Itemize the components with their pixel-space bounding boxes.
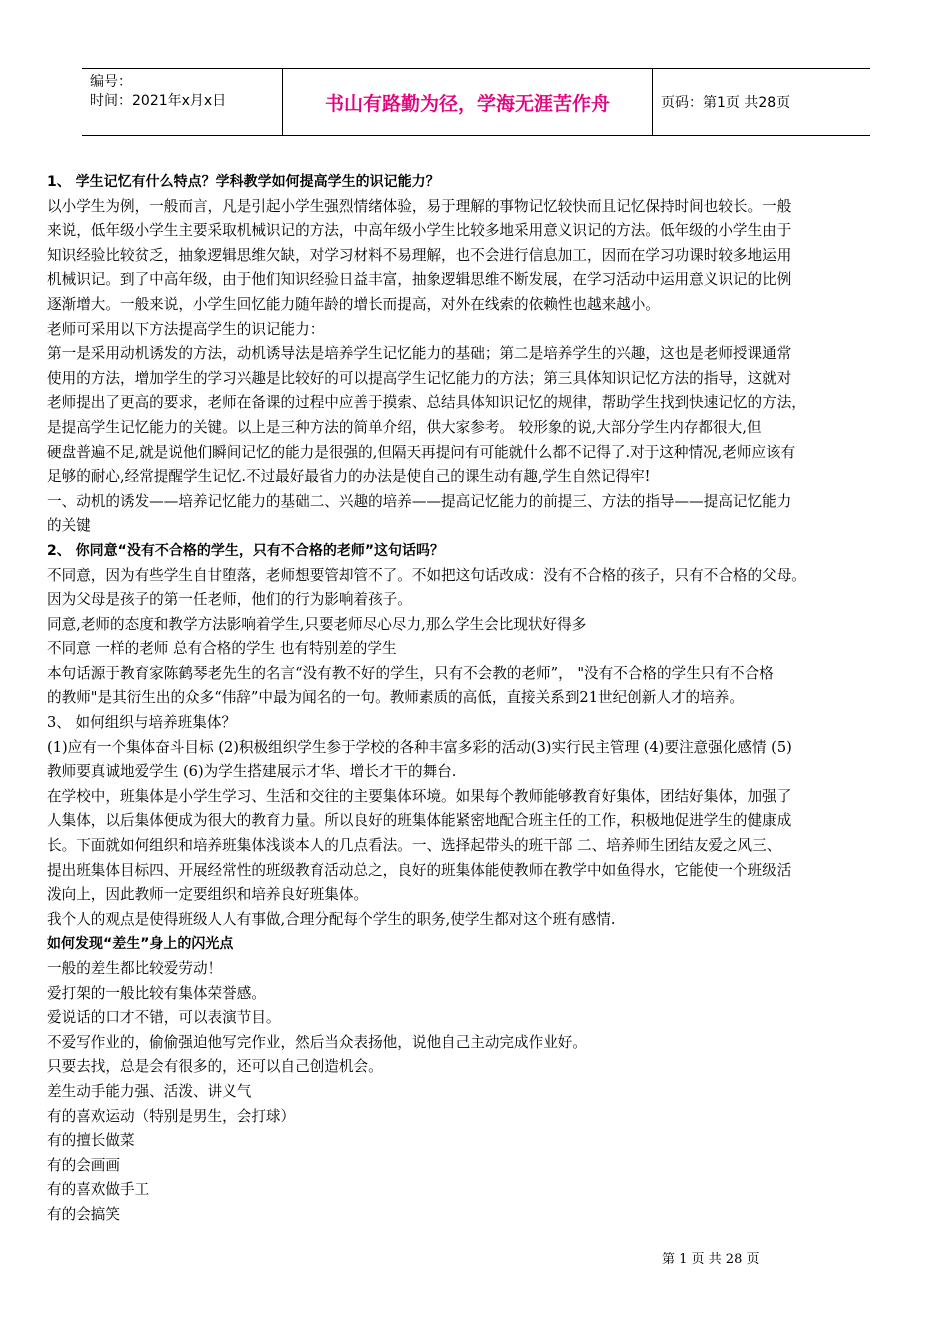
paragraph-line: (1)应有一个集体奋斗目标 (2)积极组织学生参于学校的各种丰富多彩的活动(3)实行民主管理 (4)要注意强化感情 (5): [47, 738, 792, 756]
paragraph-line: 同意,老师的态度和教学方法影响着学生,只要老师尽心尽力,那么学生会比现状好得多: [47, 615, 587, 633]
paragraph-line: 本句话源于教育家陈鹤琴老先生的名言“没有教不好的学生，只有不会教的老师”， "没有不合格的学生只有不合格: [47, 664, 774, 682]
paragraph-line: 足够的耐心,经常提醒学生记忆.不过最好最省力的办法是使自己的课生动有趣,学生自然记得牢!: [47, 468, 651, 486]
paragraph-line: 提出班集体目标四、开展经常性的班级教育活动总之，良好的班集体能使教师在教学中如鱼得水，它能使一个班级活: [47, 861, 792, 879]
paragraph-line: 有的会画画: [47, 1156, 120, 1174]
paragraph-line: 有的喜欢做手工: [47, 1181, 150, 1199]
page-footer: 第 1 页 共 28 页: [662, 1252, 760, 1267]
paragraph-line: 有的会搞笑: [47, 1205, 120, 1223]
header-page-info: 页码：第1页 共28页: [661, 95, 791, 111]
paragraph-line: 老师提出了更高的要求，老师在备课的过程中应善于摸索、总结具体知识记忆的规律，帮助学生找到快速记忆的方法，: [47, 394, 806, 412]
section-heading: 2、 你同意“没有不合格的学生，只有不合格的老师”这句话吗？: [47, 542, 445, 559]
paragraph-line: 不同意 一样的老师 总有合格的学生 也有特别差的学生: [47, 640, 397, 658]
paragraph-line: 长。下面就如何组织和培养班集体浅谈本人的几点看法。一、选择起带头的班干部 二、培养师生团结友爱之风三、: [47, 837, 782, 855]
paragraph-line: 硬盘普遍不足,就是说他们瞬间记忆的能力是很强的,但隔天再提问有可能就什么都不记得了.对于这种情况,老师应该有: [47, 443, 796, 461]
paragraph-line: 因为父母是孩子的第一任老师，他们的行为影响着孩子。: [47, 591, 412, 609]
paragraph-line: 只要去找，总是会有很多的，还可以自己创造机会。: [47, 1058, 383, 1076]
paragraph-line: 人集体，以后集体便成为很大的教育力量。所以良好的班集体能紧密地配合班主任的工作，积极地促进学生的健康成: [47, 812, 792, 830]
paragraph-line: 在学校中，班集体是小学生学习、生活和交往的主要集体环境。如果每个教师能够教育好集体，团结好集体，加强了: [47, 787, 792, 805]
paragraph-line: 差生动手能力强、活泼、讲义气: [47, 1082, 252, 1100]
paragraph-line: 爱说话的口才不错，可以表演节目。: [47, 1009, 281, 1027]
paragraph-line: 一、动机的诱发——培养记忆能力的基础二、兴趣的培养——提高记忆能力的前提三、方法的指导——提高记忆能力: [47, 492, 792, 510]
page-header: [82, 68, 870, 136]
paragraph-line: 逐渐增大。一般来说，小学生回忆能力随年龄的增长而提高，对外在线索的依赖性也越来越小。: [47, 295, 660, 313]
paragraph-line: 使用的方法，增加学生的学习兴趣是比较好的可以提高学生记忆能力的方法；第三具体知识记忆方法的指导，这就对: [47, 369, 792, 387]
paragraph-line: 泼向上，因此教师一定要组织和培养良好班集体。: [47, 886, 369, 904]
paragraph-line: 第一是采用动机诱发的方法，动机诱导法是培养学生记忆能力的基础；第二是培养学生的兴趣，这也是老师授课通常: [47, 345, 792, 363]
paragraph-line: 不同意，因为有些学生自甘堕落，老师想要管却管不了。不如把这句话改成：没有不合格的孩子，只有不合格的父母。: [47, 566, 806, 584]
header-meta: [82, 69, 282, 135]
paragraph-line: 是提高学生记忆能力的关键。以上是三种方法的简单介绍，供大家参考。 较形象的说,大部分学生内存都很大,但: [47, 418, 762, 436]
section-heading: 如何发现“差生”身上的闪光点: [47, 936, 234, 953]
paragraph-line: 有的喜欢运动（特别是男生，会打球）: [47, 1107, 296, 1125]
paragraph-line: 老师可采用以下方法提高学生的识记能力：: [47, 320, 325, 338]
paragraph-line: 有的擅长做菜: [47, 1132, 135, 1150]
section-heading: 1、 学生记忆有什么特点？学科教学如何提高学生的识记能力？: [47, 174, 440, 190]
document-date-label: 时间：2021年x月x日: [90, 93, 227, 109]
paragraph-line: 知识经验比较贫乏，抽象逻辑思维欠缺，对学习材料不易理解，也不会进行信息加工，因而在学习功课时较多地运用: [47, 246, 792, 264]
paragraph-line: 的教师"是其衍生出的众多“伟辞”中最为闻名的一句。教师素质的高低，直接关系到21世纪创新人才的培养。: [47, 689, 744, 707]
paragraph-line: 我个人的观点是使得班级人人有事做,合理分配每个学生的职务,使学生都对这个班有感情.: [47, 910, 616, 928]
header-motto: 书山有路勤为径，学海无涯苦作舟: [282, 69, 653, 135]
paragraph-line: 以小学生为例，一般而言，凡是引起小学生强烈情绪体验，易于理解的事物记忆较快而且记忆保持时间也较长。一般: [47, 197, 792, 215]
paragraph-line: 机械识记。到了中高年级，由于他们知识经验日益丰富，抽象逻辑思维不断发展，在学习活动中运用意义识记的比例: [47, 271, 792, 289]
paragraph-line: 的关键: [47, 517, 91, 535]
document-body: [47, 170, 909, 1228]
paragraph-line: 3、 如何组织与培养班集体？: [47, 714, 237, 732]
paragraph-line: 教师要真诚地爱学生 (6)为学生搭建展示才华、增长才干的舞台.: [47, 763, 457, 781]
document-number-label: 编号：: [90, 74, 132, 90]
paragraph-line: 一般的差生都比较爱劳动！: [47, 960, 223, 977]
paragraph-line: 来说，低年级小学生主要采取机械识记的方法，中高年级小学生比较多地采用意义识记的方法。低年级的小学生由于: [47, 222, 792, 240]
paragraph-line: 不爱写作业的，偷偷强迫他写完作业，然后当众表扬他，说他自己主动完成作业好。: [47, 1033, 587, 1051]
paragraph-line: 爱打架的一般比较有集体荣誉感。: [47, 984, 266, 1002]
